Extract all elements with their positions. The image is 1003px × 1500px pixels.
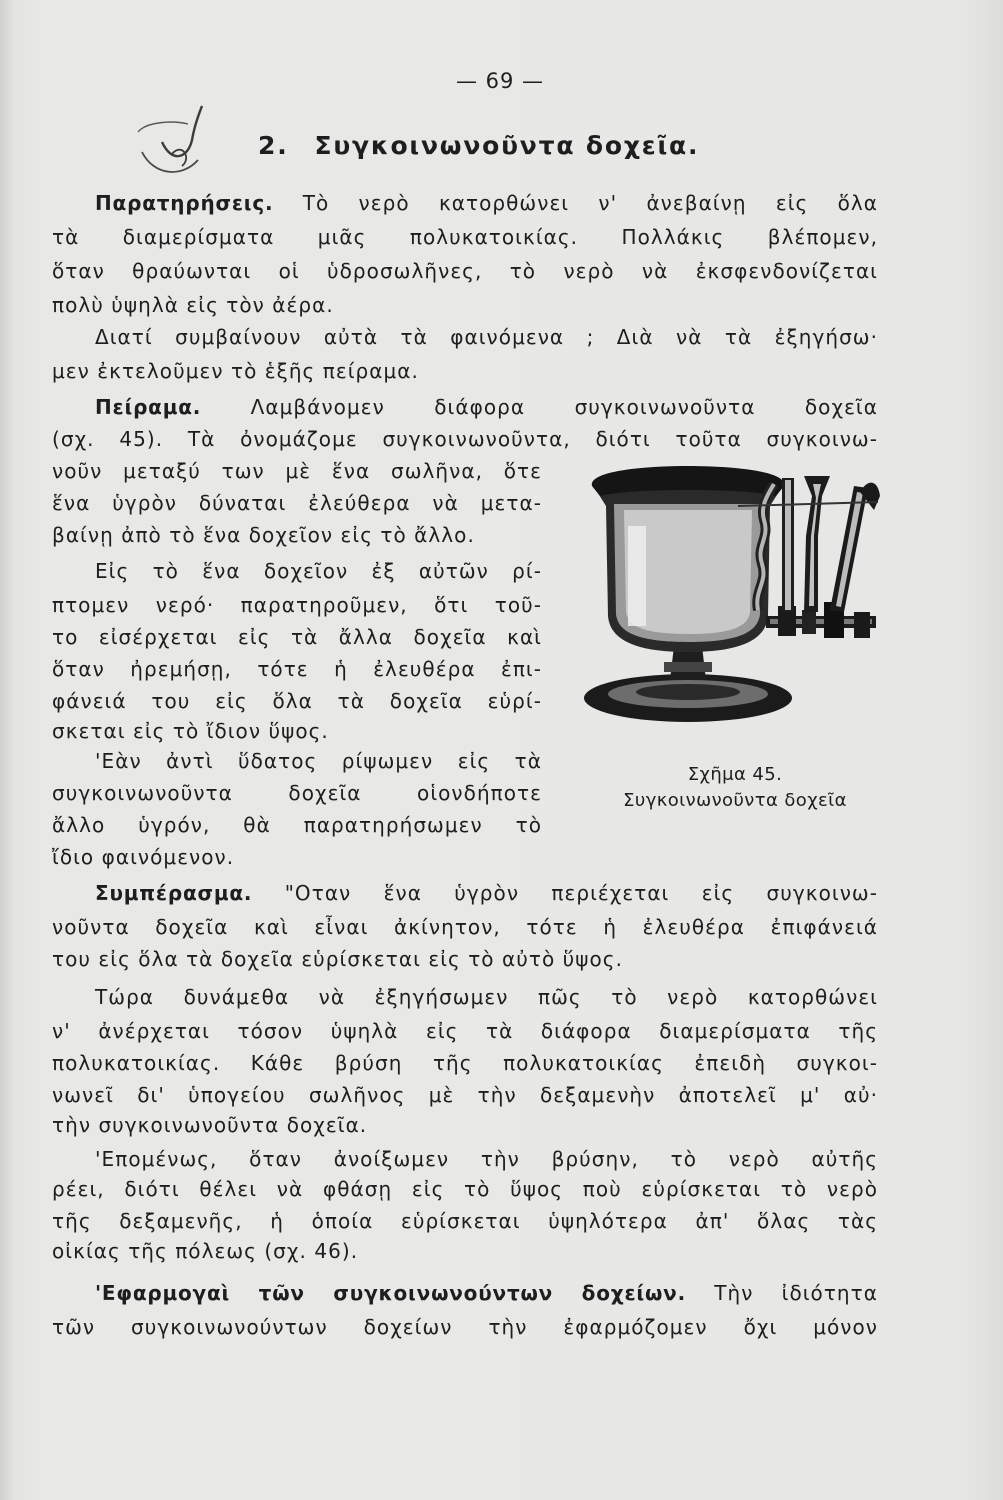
paragraph-line: του εἰς ὅλα τὰ δοχεῖα εὑρίσκεται εἰς τὸ αὐτὸ ὕψος. xyxy=(52,947,623,971)
paragraph-line: ὅταν θραύωνται οἱ ὑδροσωλῆνες, τὸ νερὸ νὰ ἐκσφενδονίζεται xyxy=(52,259,878,283)
paragraph-line: ἄλλο ὑγρόν, θὰ παρατηρήσωμεν τὸ xyxy=(52,813,542,837)
paragraph-line: 'Επομένως, ὅταν ἀνοίξωμεν τὴν βρύσην, τὸ νερὸ αὐτῆς xyxy=(95,1147,878,1171)
paragraph-line: Παρατηρήσεις. Τὸ νερὸ κατορθώνει ν' ἀνεβαίνῃ εἰς ὅλα xyxy=(95,191,878,215)
paragraph-line: συγκοινωνοῦντα δοχεῖα οἱονδήποτε xyxy=(52,781,542,805)
paragraph-line: πολὺ ὑψηλὰ εἰς τὸν ἀέρα. xyxy=(52,293,334,317)
paragraph-line: βαίνῃ ἀπὸ τὸ ἕνα δοχεῖον εἰς τὸ ἄλλο. xyxy=(52,523,475,547)
paragraph-line: μεν ἐκτελοῦμεν τὸ ἑξῆς πείραμα. xyxy=(52,359,419,383)
page-number: — 69 — xyxy=(455,69,545,93)
paragraph-line: οἰκίας τῆς πόλεως (σχ. 46). xyxy=(52,1239,359,1263)
section-title: Συγκοινωνοῦντα δοχεῖα. xyxy=(314,131,700,160)
communicating-vessels-illustration xyxy=(578,466,882,738)
paragraph-line: τὰ διαμερίσματα μιᾶς πολυκατοικίας. Πολλάκις βλέπομεν, xyxy=(52,225,878,249)
experiment-label: Πείραμα. xyxy=(95,395,202,419)
section-number: 2. xyxy=(258,131,289,160)
paragraph-line: Τώρα δυνάμεθα νὰ ἐξηγήσωμεν πῶς τὸ νερὸ κατορθώνει xyxy=(95,985,878,1009)
paragraph-line: τῶν συγκοινωνούντων δοχείων τὴν ἐφαρμόζομεν ὄχι μόνον xyxy=(52,1315,878,1339)
paragraph-line: ν' ἀνέρχεται τόσον ὑψηλὰ εἰς τὰ διάφορα διαμερίσματα τῆς xyxy=(52,1019,878,1043)
paragraph-line: το εἰσέρχεται εἰς τὰ ἄλλα δοχεῖα καὶ xyxy=(52,625,542,649)
paragraph-line: νοῦν μεταξύ των μὲ ἕνα σωλῆνα, ὅτε xyxy=(52,459,542,483)
paragraph-line: Εἰς τὸ ἕνα δοχεῖον ἐξ αὐτῶν ρί- xyxy=(95,559,542,583)
paragraph-line: σκεται εἰς τὸ ἴδιον ὕψος. xyxy=(52,719,329,743)
paragraph-line: (σχ. 45). Τὰ ὀνομάζομε συγκοινωνοῦντα, διότι τοῦτα συγκοινω- xyxy=(52,427,878,451)
paragraph-line: ρέει, διότι θέλει νὰ φθάσῃ εἰς τὸ ὕψος ποὺ εὑρίσκεται τὸ νερὸ xyxy=(52,1177,878,1201)
paragraph-line: Διατί συμβαίνουν αὐτὰ τὰ φαινόμενα ; Διὰ νὰ τὰ ἐξηγήσω· xyxy=(95,325,878,349)
paragraph-line: Συμπέρασμα. "Οταν ἕνα ὑγρὸν περιέχεται εἰς συγκοινω- xyxy=(95,881,878,905)
applications-label: 'Εφαρμογαὶ τῶν συγκοινωνούντων δοχείων. xyxy=(95,1281,686,1305)
paragraph-line: νωνεῖ δι' ὑπογείου σωλῆνος μὲ τὴν δεξαμενὴν ἀποτελεῖ μ' αὐ· xyxy=(52,1083,878,1107)
paragraph-line: Πείραμα. Λαμβάνομεν διάφορα συγκοινωνοῦντα δοχεῖα xyxy=(95,395,878,419)
paragraph-line: ἴδιο φαινόμενον. xyxy=(52,845,235,869)
figure-number-caption: Σχῆμα 45. xyxy=(687,764,783,785)
paragraph-line: πτομεν νερό· παρατηροῦμεν, ὅτι τοῦ- xyxy=(52,593,542,617)
paragraph-line: ἕνα ὑγρὸν δύναται ἐλεύθερα νὰ μετα- xyxy=(52,491,542,515)
paragraph-line: 'Εὰν ἀντὶ ὕδατος ρίψωμεν εἰς τὰ xyxy=(95,749,542,773)
section-heading xyxy=(258,128,699,164)
paragraph-line: τῆς δεξαμενῆς, ἡ ὁποία εὑρίσκεται ὑψηλότερα ἀπ' ὅλας τὰς xyxy=(52,1209,878,1233)
paragraph-line: πολυκατοικίας. Κάθε βρύση τῆς πολυκατοικίας ἐπειδὴ συγκοι- xyxy=(52,1051,878,1075)
paragraph-line: 'Εφαρμογαὶ τῶν συγκοινωνούντων δοχείων. Τὴν ἰδιότητα xyxy=(95,1281,878,1305)
paragraph-line: νοῦντα δοχεῖα καὶ εἶναι ἀκίνητον, τότε ἡ ἐλευθέρα ἐπιφάνειά xyxy=(52,915,878,939)
paragraph-line: φάνειά του εἰς ὅλα τὰ δοχεῖα εὑρί- xyxy=(52,689,542,713)
observations-label: Παρατηρήσεις. xyxy=(95,191,274,215)
figure-title-caption: Συγκοινωνοῦντα δοχεῖα xyxy=(623,790,847,811)
handwritten-check-mark-icon xyxy=(132,102,222,182)
paragraph-line: τὴν συγκοινωνοῦντα δοχεῖα. xyxy=(52,1113,368,1137)
conclusion-label: Συμπέρασμα. xyxy=(95,881,253,905)
paragraph-line: ὅταν ἠρεμήσῃ, τότε ἡ ἐλευθέρα ἐπι- xyxy=(52,657,542,681)
